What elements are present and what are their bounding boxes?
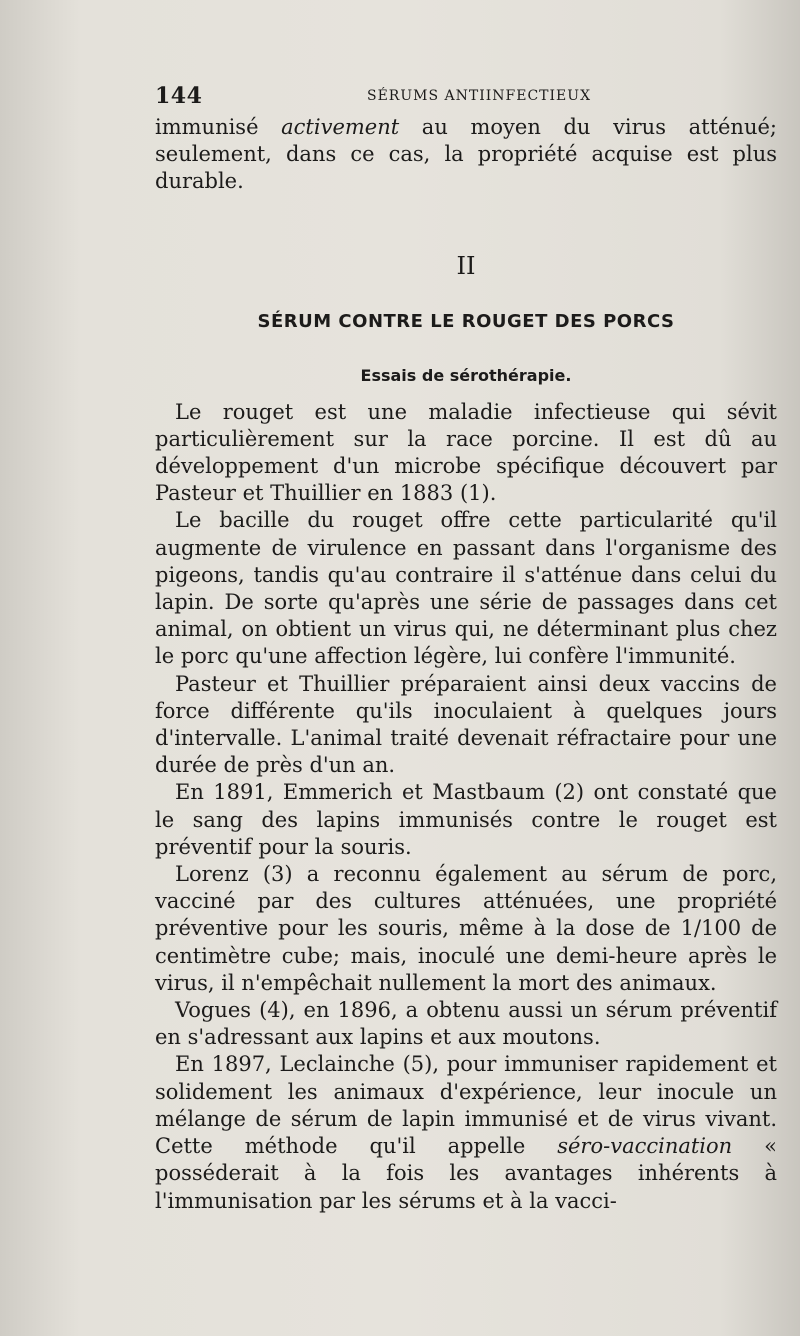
last-paragraph — [155, 1051, 777, 1214]
paragraph: En 1891, Emmerich et Mastbaum (2) ont constaté que le sang des lapins immunisés contre le rouget est préventif pour la souris. — [155, 780, 777, 859]
paragraph: Le rouget est une maladie infectieuse qui sévit particulièrement sur la race porcine. Il est dû au développement d'un microbe spécifique découvert par Pasteur et Thuillier en 1883 (1). — [155, 399, 777, 506]
last-paragraph-text-end: « posséderait à la fois les avantages inhérents à l'immunisation par les sérums et à la vacci- — [155, 1134, 777, 1213]
last-paragraph-emphasis: séro-vaccination — [557, 1134, 733, 1159]
paragraph: Vogues (4), en 1896, a obtenu aussi un sérum préventif en s'adressant aux lapins et aux moutons. — [155, 998, 777, 1050]
running-head: SÉRUMS ANTIINFECTIEUX — [367, 88, 592, 104]
page-header — [155, 82, 775, 110]
intro-text-start: immunisé — [155, 115, 282, 139]
page-number: 144 — [155, 83, 203, 109]
page-body — [155, 114, 777, 1215]
intro-emphasis: activement — [281, 115, 400, 139]
intro-paragraph — [155, 114, 777, 196]
section-title: SÉRUM CONTRE LE ROUGET DES PORCS — [257, 310, 675, 332]
paragraph: Lorenz (3) a reconnu également au sérum de porc, vacciné par des cultures atténuées, une propriété préventive pour les souris, même à la dose de 1/100 de centimètre cube; mais, inoculé une demi-heure après le virus, il n'empêchait nullement la mort des animaux. — [155, 862, 777, 995]
intro-text-end: au moyen du virus atténué; seulement, dans ce cas, la propriété acquise est plus durable. — [155, 115, 777, 194]
section-number: II — [456, 251, 476, 280]
paragraph: Pasteur et Thuillier préparaient ainsi deux vaccins de force différente qu'ils inoculaient à quelques jours d'intervalle. L'animal traité devenait réfractaire pour une durée de près d'un an. — [155, 671, 777, 778]
last-paragraph-text-start: En 1897, Leclainche (5), pour immuniser rapidement et solidement les animaux d'expérience, leur inocule un mélange de sérum de lapin immunisé et de virus vivant. Cette méthode qu'il appelle — [155, 1052, 777, 1159]
subsection-title: Essais de sérothérapie. — [360, 365, 572, 385]
paragraph: Le bacille du rouget offre cette particularité qu'il augmente de virulence en passant dans l'organisme des pigeons, tandis qu'au contraire il s'atténue dans celui du lapin. De sorte qu'après une série de passages dans cet animal, on obtient un virus qui, ne déterminant plus chez le porc qu'une affection légère, lui confère l'immunité. — [155, 508, 777, 669]
